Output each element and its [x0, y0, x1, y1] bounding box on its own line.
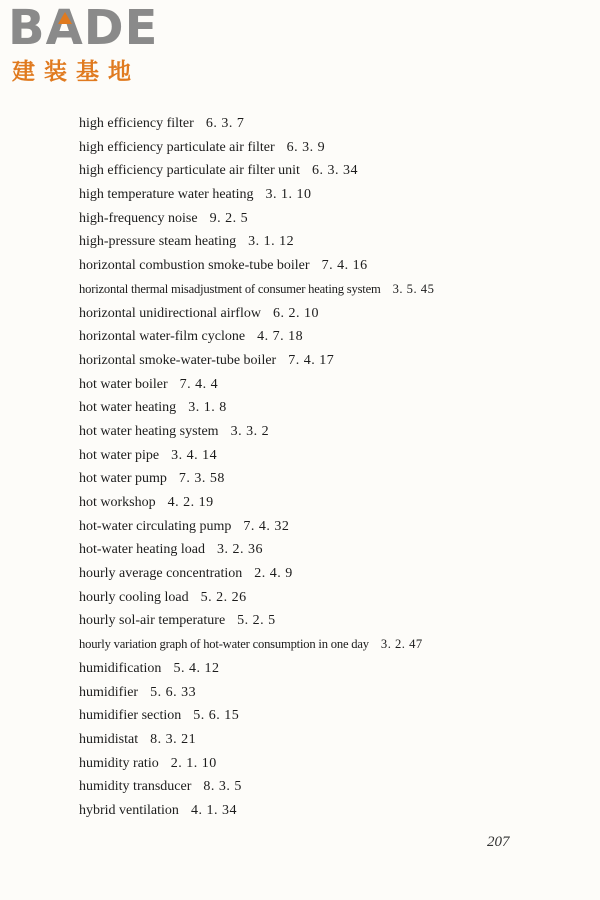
entry-term: hot water heating system [79, 423, 219, 439]
index-entry [79, 278, 434, 302]
entry-clause-ref: 3. 5. 45 [392, 281, 435, 296]
index-entry [79, 420, 434, 444]
entry-clause-ref: 5. 6. 15 [193, 708, 240, 724]
entry-clause-ref: 3. 3. 2 [230, 423, 270, 439]
entry-term: high-pressure steam heating [79, 234, 237, 250]
index-entry [79, 515, 434, 539]
logo-letter-a: A [45, 0, 84, 56]
index-entry [79, 586, 434, 610]
index-entry [79, 633, 434, 657]
index-entry [79, 728, 434, 752]
index-entry [79, 491, 434, 515]
logo-letter-b: B [8, 0, 46, 56]
entry-term: hybrid ventilation [79, 802, 179, 818]
index-entry [79, 325, 434, 349]
entry-term: high efficiency filter [79, 116, 194, 131]
index-entry [79, 302, 434, 326]
entry-clause-ref: 5. 4. 12 [173, 660, 220, 676]
entry-clause-ref: 6. 3. 7 [205, 116, 245, 131]
index-entry [79, 562, 434, 586]
entry-term: horizontal smoke-water-tube boiler [79, 352, 277, 368]
index-entry [79, 752, 434, 776]
entry-term: hot workshop [79, 495, 156, 510]
index-entry [79, 112, 434, 136]
entry-clause-ref: 6. 3. 34 [311, 163, 358, 179]
page-number: 207 [487, 834, 510, 850]
index-entry [79, 467, 434, 491]
entry-term: hourly cooling load [79, 589, 189, 605]
entry-clause-ref: 5. 2. 5 [237, 613, 276, 629]
index-entry [79, 230, 434, 254]
entry-clause-ref: 7. 4. 32 [243, 518, 290, 534]
index-entry [79, 681, 434, 705]
index-entry [79, 609, 434, 633]
entry-term: hourly average concentration [79, 566, 243, 582]
entry-term: humidifier [79, 684, 139, 700]
entry-clause-ref: 4. 1. 34 [190, 802, 237, 818]
entry-term: high-frequency noise [79, 210, 198, 226]
entry-term: hot-water heating load [79, 542, 205, 558]
logo-wordmark [8, 2, 158, 54]
index-entry [79, 207, 434, 231]
index-entry [79, 444, 434, 468]
index-entry [79, 373, 434, 397]
entry-term: horizontal water-film cyclone [79, 329, 246, 345]
entry-clause-ref: 3. 1. 8 [188, 400, 227, 416]
index-entry [79, 657, 434, 681]
index-entry [79, 396, 434, 420]
entry-term: hot-water circulating pump [79, 518, 232, 534]
entry-term: high temperature water heating [79, 187, 254, 203]
entry-term: hot water heating [79, 400, 177, 416]
entry-term: hot water pump [79, 471, 167, 487]
entry-term: high efficiency particulate air filter unit [79, 163, 300, 179]
entry-term: horizontal thermal misadjustment of consumer heating system [79, 281, 381, 296]
entry-term: horizontal unidirectional airflow [79, 305, 261, 321]
index-entry [79, 254, 434, 278]
entry-term: hourly sol-air temperature [79, 613, 226, 629]
entry-clause-ref: 4. 2. 19 [167, 495, 214, 510]
entry-term: hot water pipe [79, 447, 160, 463]
entry-clause-ref: 2. 4. 9 [254, 566, 293, 582]
entry-clause-ref: 5. 6. 33 [150, 684, 197, 700]
entry-clause-ref: 7. 4. 16 [321, 258, 368, 274]
index-entry [79, 183, 434, 207]
entry-term: humidity ratio [79, 755, 159, 771]
index-entry [79, 704, 434, 728]
entry-term: horizontal combustion smoke-tube boiler [79, 258, 310, 274]
entry-term: hot water boiler [79, 376, 168, 392]
entry-term: hourly variation graph of hot-water consumption in one day [79, 637, 369, 652]
entry-clause-ref: 2. 1. 10 [170, 755, 217, 771]
index-entry [79, 799, 434, 823]
entry-clause-ref: 3. 4. 14 [171, 447, 218, 463]
entry-clause-ref: 9. 2. 5 [209, 210, 249, 226]
index-entry [79, 136, 434, 160]
entry-clause-ref: 7. 4. 4 [179, 376, 219, 392]
index-entry [79, 349, 434, 373]
index-entry [79, 538, 434, 562]
logo-letters-de: DE [83, 0, 159, 56]
entry-clause-ref: 3. 2. 36 [216, 542, 263, 558]
entry-clause-ref: 7. 3. 58 [178, 471, 225, 487]
entry-clause-ref: 6. 3. 9 [286, 139, 326, 155]
entry-clause-ref: 7. 4. 17 [288, 352, 335, 368]
entry-term: humidifier section [79, 708, 182, 724]
index-entry [79, 159, 434, 183]
entry-clause-ref: 3. 1. 10 [265, 187, 312, 203]
entry-term: high efficiency particulate air filter [79, 139, 275, 155]
index-entries [79, 112, 434, 823]
entry-term: humidity transducer [79, 779, 192, 795]
entry-clause-ref: 4. 7. 18 [257, 329, 304, 345]
entry-clause-ref: 8. 3. 21 [150, 731, 197, 747]
entry-clause-ref: 3. 2. 47 [380, 637, 423, 652]
entry-term: humidistat [79, 731, 139, 747]
index-entry [79, 775, 434, 799]
entry-clause-ref: 6. 2. 10 [272, 305, 319, 321]
entry-clause-ref: 8. 3. 5 [203, 779, 242, 795]
logo-chinese-text: 建装基地 [12, 59, 140, 85]
bade-logo [8, 2, 178, 94]
entry-clause-ref: 3. 1. 12 [248, 234, 295, 250]
entry-clause-ref: 5. 2. 26 [200, 589, 247, 605]
entry-term: humidification [79, 660, 162, 676]
